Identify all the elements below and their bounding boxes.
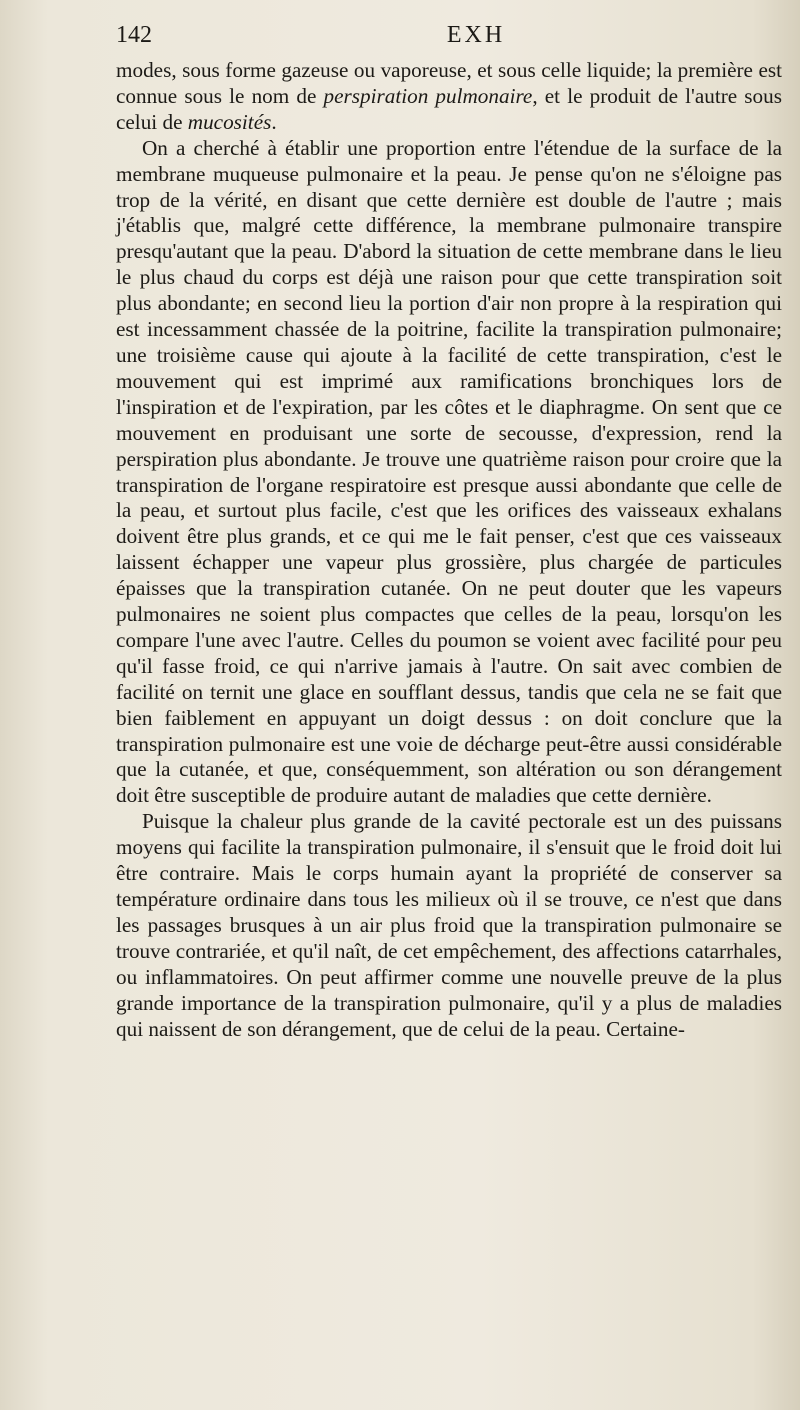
paragraph <box>116 809 782 1042</box>
paragraph <box>116 58 782 136</box>
body-text <box>116 58 782 1042</box>
page-number: 142 <box>116 22 152 48</box>
paragraph <box>116 136 782 810</box>
text-segment: . <box>271 109 277 134</box>
running-head: EXH <box>446 22 506 48</box>
show-through-texture <box>150 1260 790 1282</box>
text-segment: On a cherché à établir une proportion entre l'étendue de la surface de la membrane muqueuse pulmonaire et la peau. Je pense qu'on ne s'éloigne pas trop de la vérité, en disant que cette dernière est double de l'autre ; mais j'établis que, malgré cette différence, la membrane pulmonaire transpire presqu'autant que la peau. D'abord la situation de cette membrane dans le lieu le plus chaud du corps est déjà une raison pour que cette transpiration soit plus abondante; en second lieu la portion d'air non propre à la respiration qui est incessamment chassée de la poitrine, facilite la transpiration pulmonaire; une troisième cause qui ajoute à la facilité de cette transpiration, c'est le mouvement qui est imprimé aux ramifications bronchiques lors de l'inspiration et de l'expiration, par les côtes et le diaphragme. On sent que ce mouvement en produisant une sorte de secousse, d'expression, rend la perspiration plus abondante. Je trouve une quatrième raison pour croire que la transpiration de l'organe respiratoire est presque aussi abondante que celle de la peau, et surtout plus facile, c'est que les orifices des vaisseaux exhalans doivent être plus grands, et ce qui me le fait penser, c'est que ces vaisseaux laissent échapper une vapeur plus grossière, plus chargée de particules épaisses que la transpiration cutanée. On ne peut douter que les vapeurs pulmonaires ne soient plus compactes que celles de la peau, lorsqu'on les compare l'une avec l'autre. Celles du poumon se voient avec facilité pour peu qu'il fasse froid, ce qui n'arrive jamais à l'autre. On sait avec combien de facilité on ternit une glace en soufflant dessus, tandis que cela ne se fait que bien faiblement en appuyant un doigt dessus : on doit conclure que la transpiration pulmonaire est une voie de décharge peut-être aussi considérable que la cutanée, et que, conséquemment, son altération ou son dérangement doit être susceptible de produire autant de maladies que cette dernière. <box>116 135 782 808</box>
italic-term: mucosités <box>187 109 272 134</box>
text-segment: Puisque la chaleur plus grande de la cavité pectorale est un des puissans moyens qui facilite la transpiration pulmonaire, il s'ensuit que le froid doit lui être contraire. Mais le corps humain ayant la propriété de conserver sa température ordinaire dans tous les milieux où il se trouve, ce n'est que dans les passages brusques à un air plus froid que la transpiration pulmonaire se trouve contrariée, et qu'il naît, de cet empêchement, des affections catarrhales, ou inflammatoires. On peut affirmer comme une nouvelle preuve de la plus grande importance de la transpiration pulmonaire, qu'il y a plus de maladies qui naissent de son dérangement, que de celui de la peau. Certaine- <box>116 809 782 1041</box>
italic-term: perspiration pulmonaire <box>323 83 533 108</box>
page-header <box>116 22 782 52</box>
text-segment: modes, sous forme gazeuse ou vaporeuse, et sous celle liquide; la première est connue sous le nom de <box>116 58 782 108</box>
text-segment: , et le produit de l'autre sous celui de <box>116 83 782 134</box>
